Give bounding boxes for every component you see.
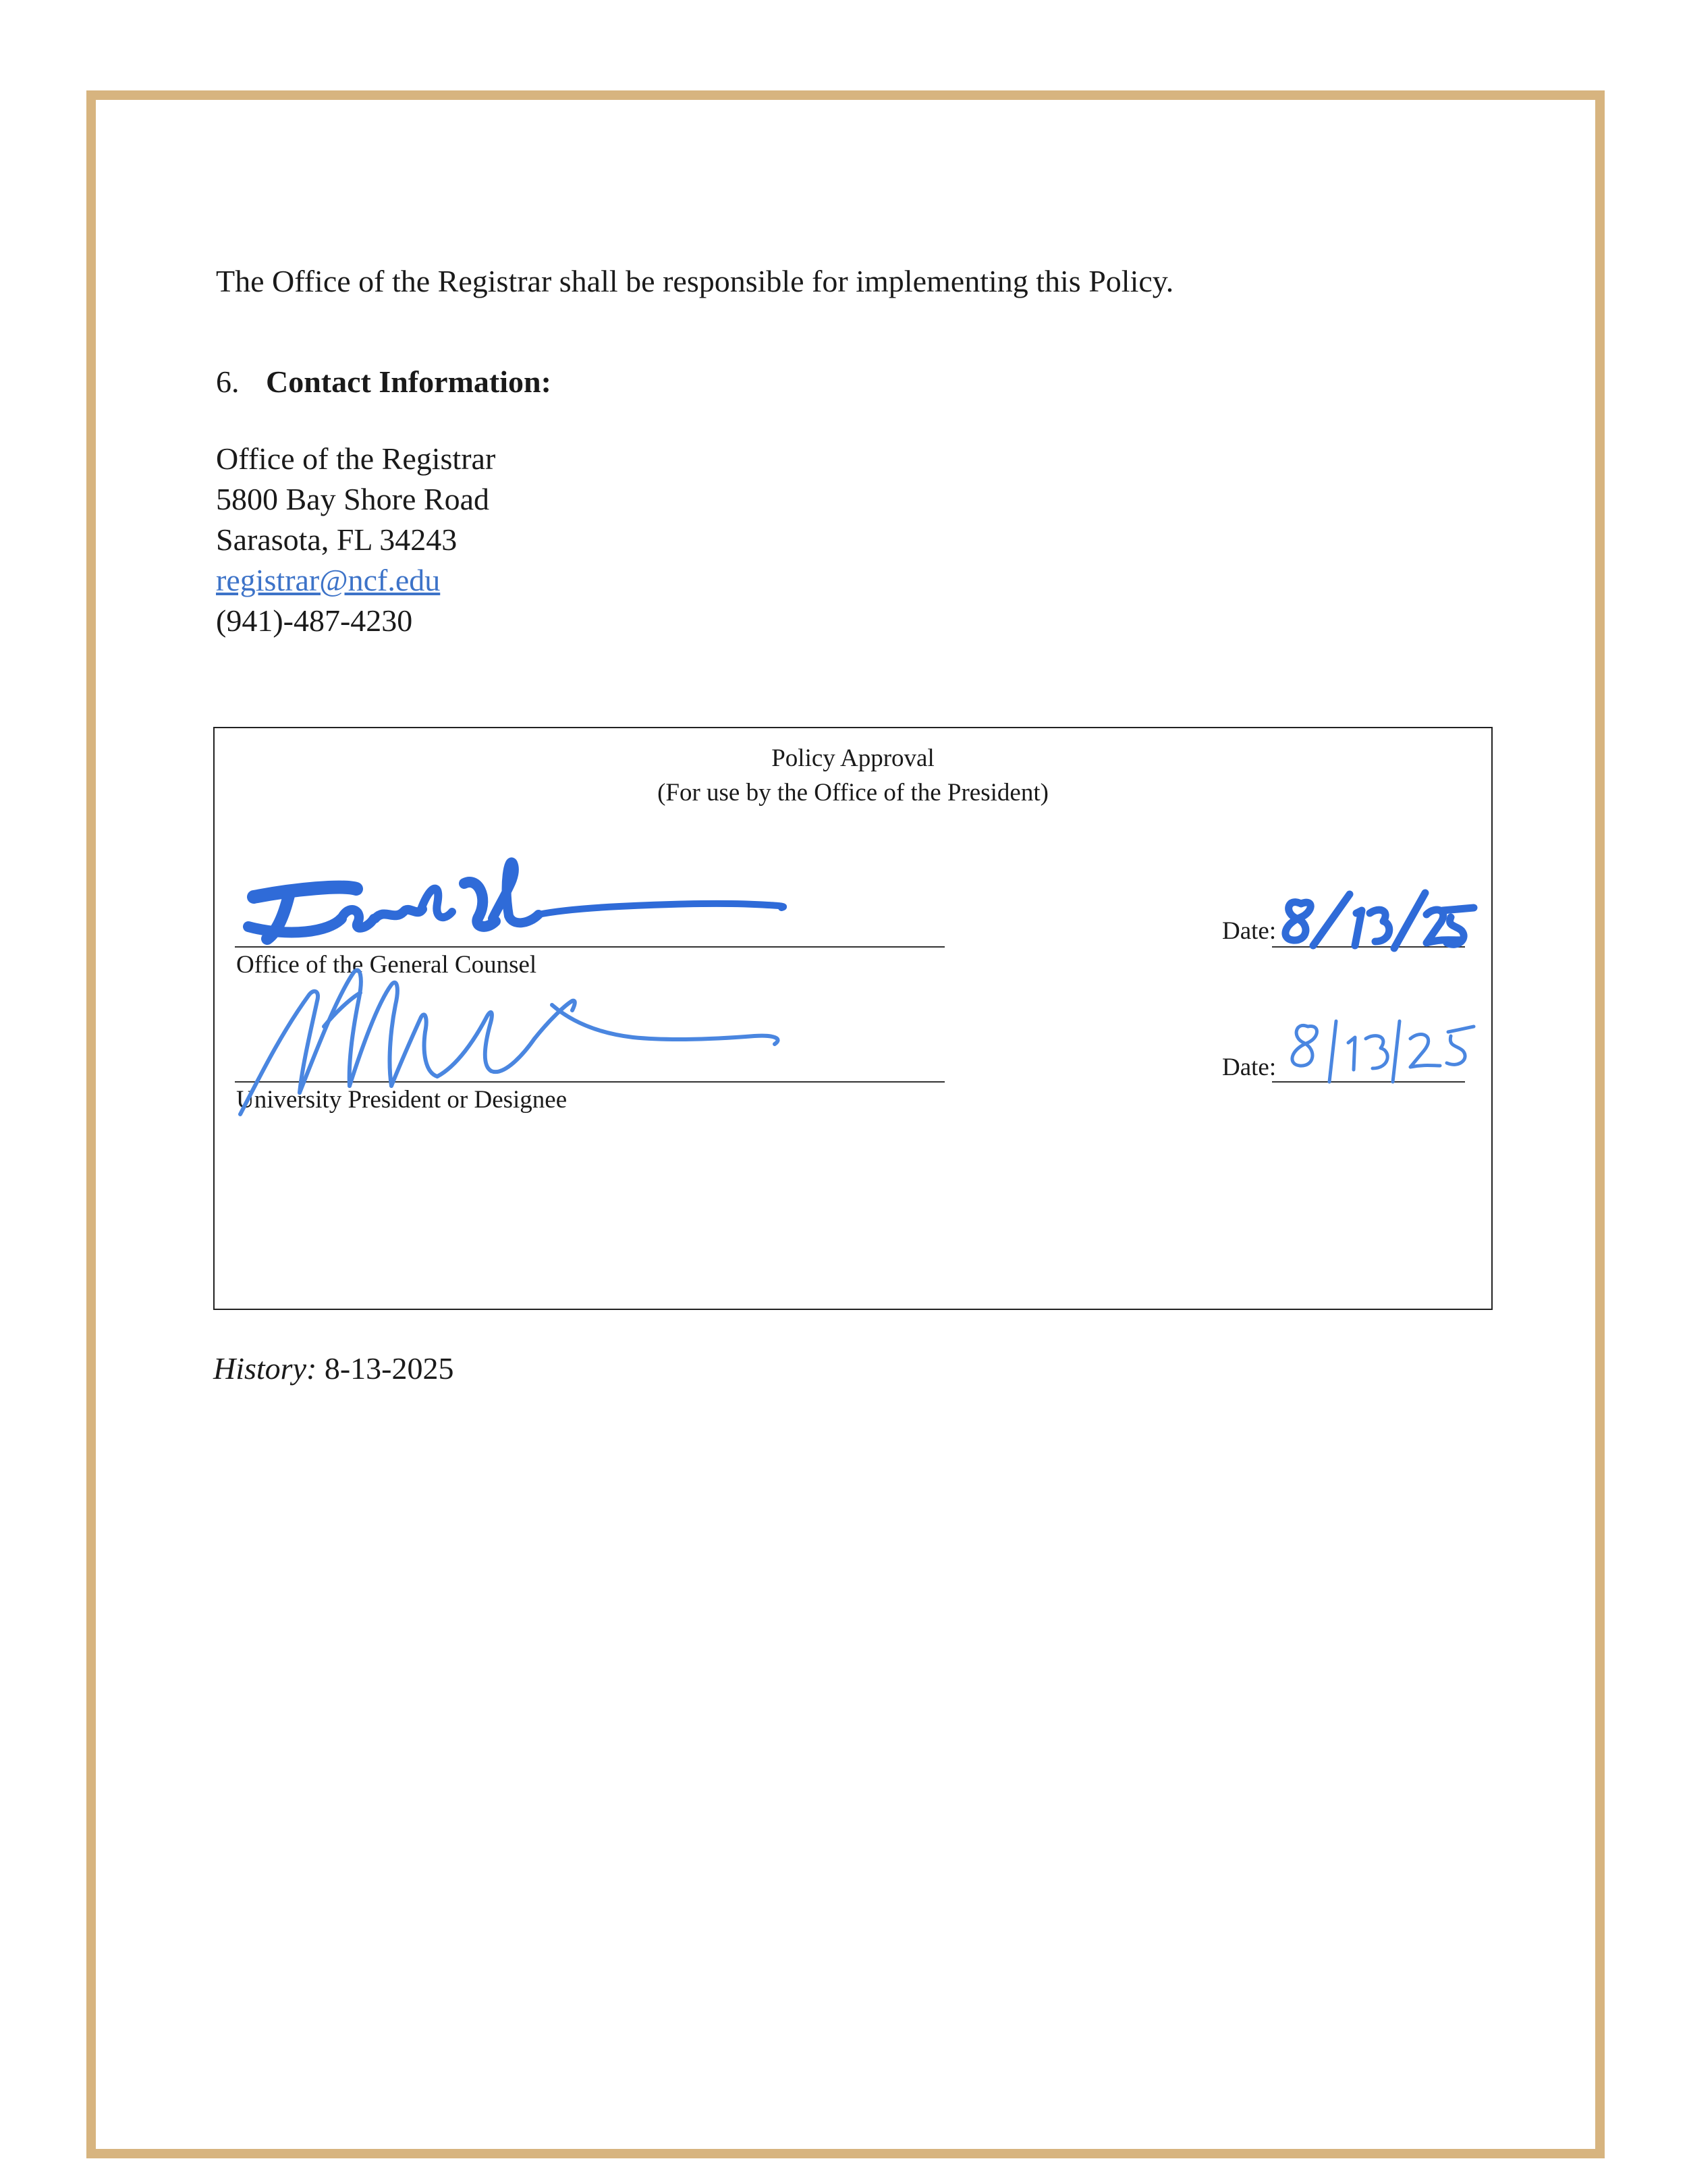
contact-phone: (941)-487-4230 [216, 603, 413, 638]
signature-role-general-counsel: Office of the General Counsel [236, 951, 537, 979]
date-label-president: Date: [1222, 1054, 1277, 1081]
handwritten-date-president-icon [1281, 1012, 1483, 1093]
section-heading [216, 362, 551, 402]
responsibility-paragraph: The Office of the Registrar shall be responsible for implementing this Policy. [216, 264, 1174, 298]
approval-subtitle: (For use by the Office of the President) [657, 779, 1049, 807]
contact-city: Sarasota, FL 34243 [216, 522, 458, 557]
section-title: Contact Information: [266, 364, 551, 399]
history-line [213, 1348, 453, 1389]
contact-office: Office of the Registrar [216, 441, 496, 476]
contact-block [216, 439, 495, 641]
history-date: 8-13-2025 [324, 1351, 454, 1386]
signature-role-president: University President or Designee [236, 1086, 568, 1114]
approval-title: Policy Approval [771, 744, 935, 772]
date-label-general-counsel: Date: [1222, 917, 1277, 945]
contact-email-link[interactable]: registrar@ncf.edu [216, 563, 441, 597]
handwritten-date-general-counsel-icon [1274, 883, 1476, 958]
policy-approval-box [213, 727, 1493, 1310]
handwritten-signature-president-icon [235, 958, 842, 1120]
history-label: History: [213, 1351, 317, 1386]
section-number: 6. [216, 364, 240, 399]
contact-street: 5800 Bay Shore Road [216, 482, 490, 516]
